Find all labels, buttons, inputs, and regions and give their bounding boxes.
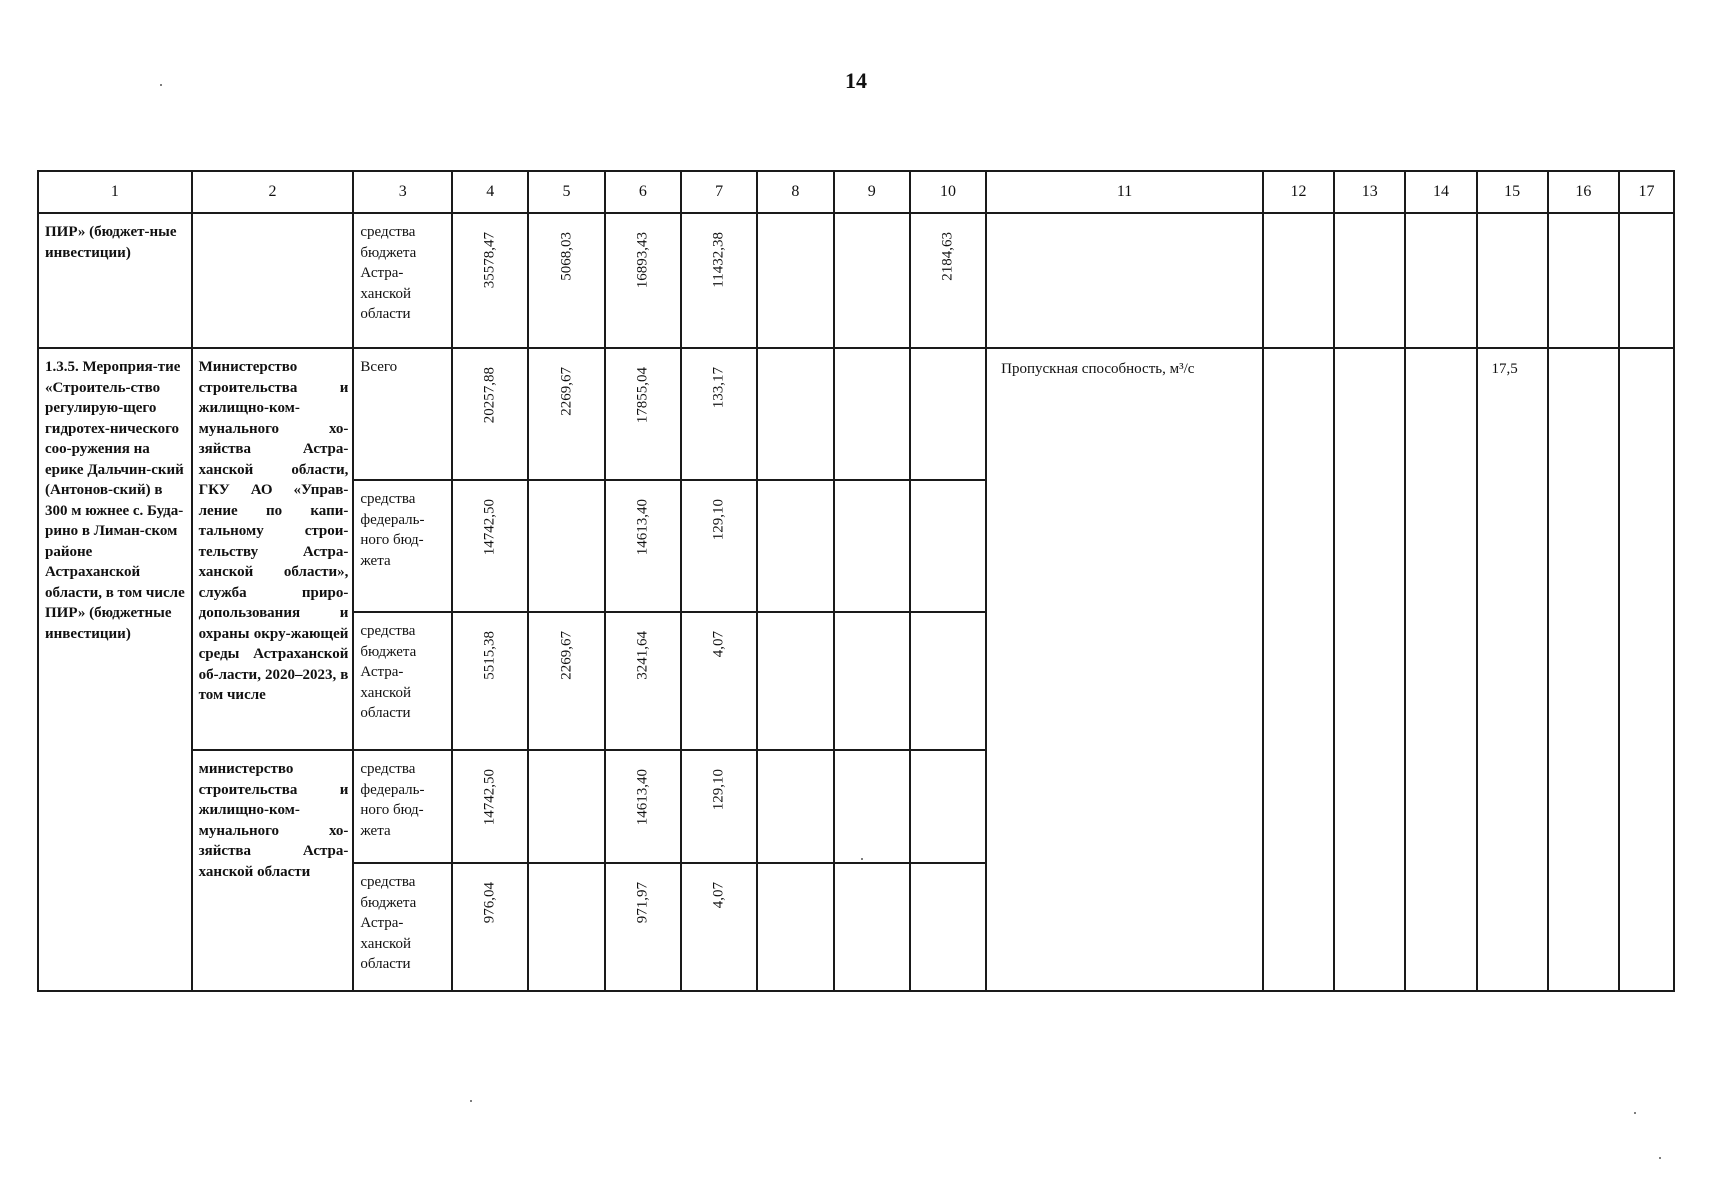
header-cell: 14 bbox=[1405, 171, 1476, 213]
value-cell bbox=[834, 612, 910, 750]
value-cell: 14742,50 bbox=[452, 750, 528, 863]
value-cell bbox=[834, 480, 910, 612]
value-cell: 35578,47 bbox=[452, 213, 528, 348]
indicator-value-cell bbox=[1548, 213, 1619, 348]
funding-source-cell: средства бюджета Астра-ханской области bbox=[353, 863, 452, 991]
header-cell: 1 bbox=[38, 171, 192, 213]
header-cell: 4 bbox=[452, 171, 528, 213]
value-cell bbox=[757, 348, 833, 480]
value-cell: 2269,67 bbox=[528, 612, 604, 750]
value-cell bbox=[757, 750, 833, 863]
indicator-value-cell bbox=[1619, 348, 1674, 991]
header-cell: 12 bbox=[1263, 171, 1334, 213]
value-cell: 11432,38 bbox=[681, 213, 757, 348]
value-cell bbox=[757, 213, 833, 348]
indicator-cell bbox=[986, 213, 1263, 348]
table-row bbox=[38, 348, 1674, 480]
header-cell: 6 bbox=[605, 171, 681, 213]
indicator-value-cell bbox=[1334, 213, 1405, 348]
value-cell: 4,07 bbox=[681, 863, 757, 991]
value-cell: 2184,63 bbox=[910, 213, 986, 348]
value-cell bbox=[834, 213, 910, 348]
indicator-value-cell bbox=[1405, 213, 1476, 348]
funding-source-cell: средства федераль-ного бюд-жета bbox=[353, 750, 452, 863]
value-cell: 4,07 bbox=[681, 612, 757, 750]
value-cell: 2269,67 bbox=[528, 348, 604, 480]
value-cell bbox=[757, 863, 833, 991]
indicator-value-cell bbox=[1405, 348, 1476, 991]
header-cell: 11 bbox=[986, 171, 1263, 213]
value-cell bbox=[910, 348, 986, 480]
scan-speck bbox=[861, 858, 863, 860]
value-cell bbox=[910, 863, 986, 991]
value-cell: 14613,40 bbox=[605, 750, 681, 863]
funding-source-cell: Всего bbox=[353, 348, 452, 480]
program-table bbox=[37, 170, 1675, 992]
value-cell: 5515,38 bbox=[452, 612, 528, 750]
value-cell: 14742,50 bbox=[452, 480, 528, 612]
scan-speck bbox=[470, 1100, 472, 1102]
value-cell: 20257,88 bbox=[452, 348, 528, 480]
header-cell: 8 bbox=[757, 171, 833, 213]
value-cell bbox=[528, 863, 604, 991]
indicator-value-cell bbox=[1477, 213, 1548, 348]
indicator-value-cell bbox=[1334, 348, 1405, 991]
header-cell: 15 bbox=[1477, 171, 1548, 213]
value-cell bbox=[834, 863, 910, 991]
value-cell: 16893,43 bbox=[605, 213, 681, 348]
funding-source-cell: средства федераль-ного бюд-жета bbox=[353, 480, 452, 612]
value-cell: 976,04 bbox=[452, 863, 528, 991]
responsible-cell: министерство строительства и жилищно-ком-мунального хо-зяйства Астра-ханской области bbox=[192, 750, 354, 991]
funding-source-cell: средства бюджета Астра-ханской области bbox=[353, 612, 452, 750]
header-cell: 10 bbox=[910, 171, 986, 213]
activity-cell: ПИР» (бюджет-ные инвестиции) bbox=[38, 213, 192, 348]
value-cell: 133,17 bbox=[681, 348, 757, 480]
header-cell: 3 bbox=[353, 171, 452, 213]
header-cell: 7 bbox=[681, 171, 757, 213]
value-cell: 5068,03 bbox=[528, 213, 604, 348]
indicator-value-cell bbox=[1619, 213, 1674, 348]
value-cell bbox=[910, 612, 986, 750]
scan-speck bbox=[1659, 1157, 1661, 1159]
header-cell: 5 bbox=[528, 171, 604, 213]
responsible-cell: Министерство строительства и жилищно-ком-мунального хо-зяйства Астра-ханской области, ГКУ АО «Управ-ление по капи-тальному строи-тельству Астра-ханской области», служба приро-допользования и охраны окру-жающей среды Астраханской об-ласти, 2020–2023, в том числе bbox=[192, 348, 354, 750]
value-cell bbox=[834, 750, 910, 863]
value-cell bbox=[757, 480, 833, 612]
value-cell: 14613,40 bbox=[605, 480, 681, 612]
value-cell: 129,10 bbox=[681, 480, 757, 612]
value-cell bbox=[757, 612, 833, 750]
activity-cell: 1.3.5. Мероприя-тие «Строитель-ство регулирую-щего гидротех-нического соо-ружения на ерике Дальчин-ский (Антонов-ский) в 300 м южнее с. Буда-рино в Лиман-ском районе Астраханской области, в том числе ПИР» (бюджетные инвестиции) bbox=[38, 348, 192, 991]
value-cell: 17855,04 bbox=[605, 348, 681, 480]
indicator-value-cell bbox=[1548, 348, 1619, 991]
header-cell: 17 bbox=[1619, 171, 1674, 213]
value-cell bbox=[528, 750, 604, 863]
funding-source-cell: средства бюджета Астра-ханской области bbox=[353, 213, 452, 348]
table-row bbox=[38, 213, 1674, 348]
value-cell: 3241,64 bbox=[605, 612, 681, 750]
value-cell: 129,10 bbox=[681, 750, 757, 863]
value-cell bbox=[910, 480, 986, 612]
value-cell bbox=[528, 480, 604, 612]
value-cell bbox=[910, 750, 986, 863]
indicator-cell: Пропускная способность, м³/с bbox=[986, 348, 1263, 991]
page-number: 14 bbox=[845, 68, 867, 93]
value-cell: 971,97 bbox=[605, 863, 681, 991]
header-row bbox=[38, 171, 1674, 213]
indicator-value-cell bbox=[1263, 213, 1334, 348]
scan-speck bbox=[160, 84, 162, 86]
header-cell: 2 bbox=[192, 171, 354, 213]
header-cell: 13 bbox=[1334, 171, 1405, 213]
header-cell: 9 bbox=[834, 171, 910, 213]
indicator-value-cell bbox=[1263, 348, 1334, 991]
value-cell bbox=[834, 348, 910, 480]
indicator-value-cell: 17,5 bbox=[1477, 348, 1548, 991]
scan-speck bbox=[1634, 1112, 1636, 1114]
header-cell: 16 bbox=[1548, 171, 1619, 213]
responsible-cell bbox=[192, 213, 354, 348]
